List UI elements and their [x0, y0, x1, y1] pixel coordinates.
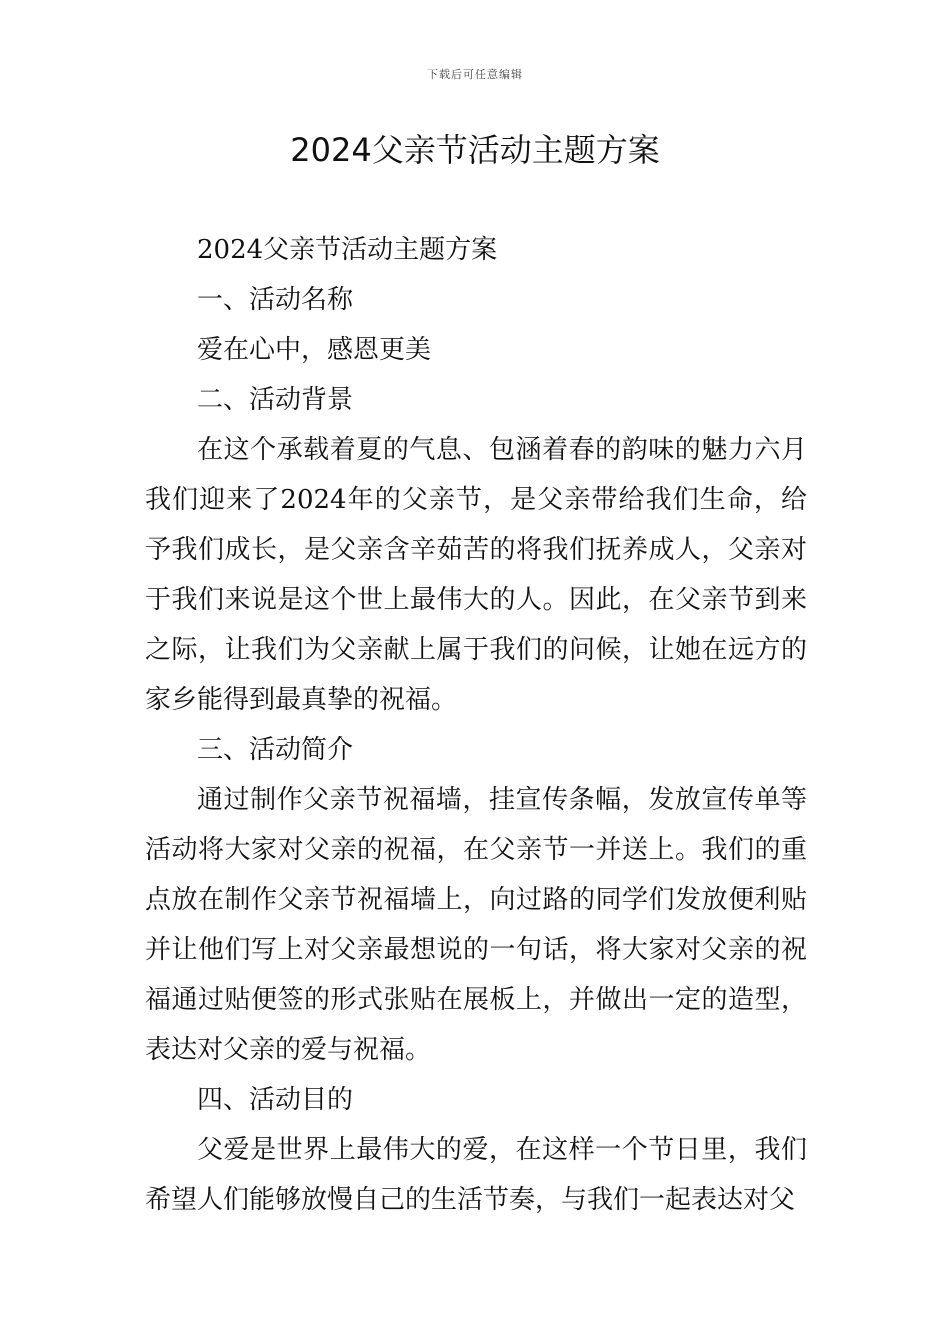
document-title: 2024父亲节活动主题方案 — [290, 131, 660, 169]
paragraph-activity-name: 爱在心中，感恩更美 — [197, 335, 432, 365]
section-heading-background: 二、活动背景 — [197, 385, 354, 415]
section-heading-name: 一、活动名称 — [197, 285, 354, 315]
section-heading-intro: 三、活动简介 — [197, 735, 354, 765]
paragraph-subtitle: 2024父亲节活动主题方案 — [197, 235, 498, 265]
paragraph-purpose: 父爱是世界上最伟大的爱，在这样一个节日里，我们希望人们能够放慢自己的生活节奏，与我们一起表达对父 — [145, 1135, 807, 1215]
paragraph-background: 在这个承载着夏的气息、包涵着春的韵味的魅力六月我们迎来了2024年的父亲节，是父亲带给我们生命，给予我们成长，是父亲含辛茹苦的将我们抚养成人，父亲对于我们来说是这个世上最伟大的人。因此，在父亲节到来之际，让我们为父亲献上属于我们的问候，让她在远方的家乡能得到最真挚的祝福。 — [145, 435, 807, 715]
document-body — [145, 225, 807, 1225]
header-note: 下载后可任意编辑 — [427, 68, 523, 81]
section-heading-purpose: 四、活动目的 — [197, 1085, 354, 1115]
paragraph-intro: 通过制作父亲节祝福墙，挂宣传条幅，发放宣传单等活动将大家对父亲的祝福，在父亲节一并送上。我们的重点放在制作父亲节祝福墙上，向过路的同学们发放便利贴并让他们写上对父亲最想说的一句话，将大家对父亲的祝福通过贴便签的形式张贴在展板上，并做出一定的造型，表达对父亲的爱与祝福。 — [145, 785, 807, 1065]
